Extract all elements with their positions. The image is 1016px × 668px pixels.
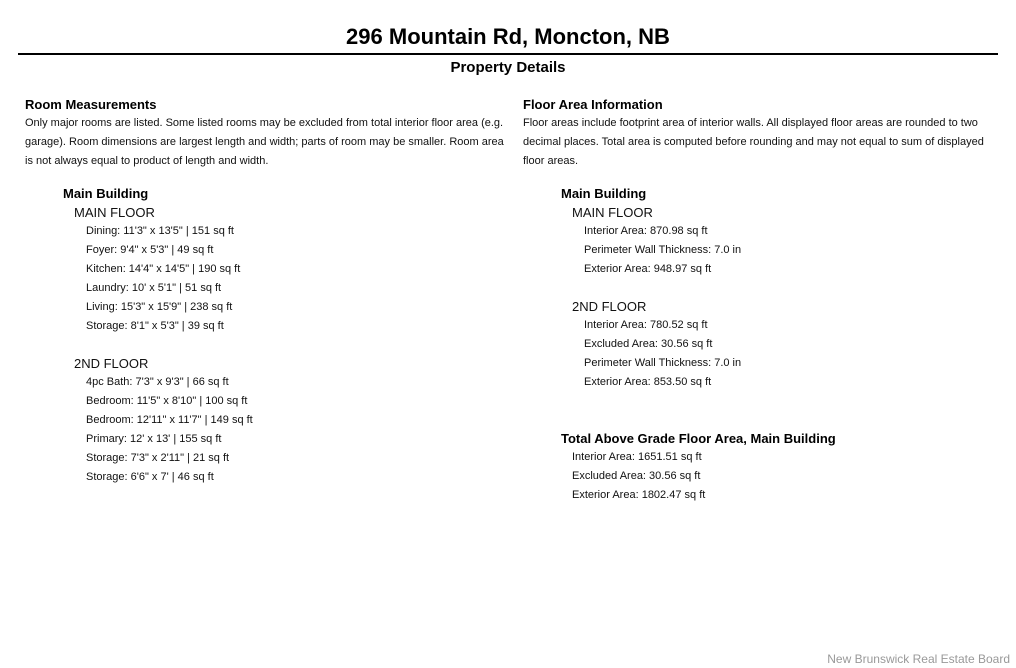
area-item: Perimeter Wall Thickness: 7.0 in	[584, 244, 742, 256]
total-area-item: Excluded Area: 30.56 sq ft	[572, 470, 701, 482]
floor-label: MAIN FLOOR	[74, 205, 155, 220]
area-item: Exterior Area: 948.97 sq ft	[584, 263, 712, 275]
total-area-heading: Total Above Grade Floor Area, Main Building	[561, 431, 836, 446]
spacer	[25, 336, 505, 354]
floor-label: 2ND FLOOR	[572, 299, 647, 314]
floor-label: MAIN FLOOR	[572, 205, 653, 220]
floor-label: 2ND FLOOR	[74, 356, 149, 371]
room-item: Kitchen: 14'4" x 14'5" | 190 sq ft	[86, 263, 241, 275]
room-item: Dining: 11'3" x 13'5" | 151 sq ft	[86, 225, 234, 237]
area-item: Perimeter Wall Thickness: 7.0 in	[584, 357, 742, 369]
room-item: Storage: 7'3" x 2'11" | 21 sq ft	[86, 452, 230, 464]
room-item: Bedroom: 12'11" x 11'7" | 149 sq ft	[86, 414, 253, 426]
area-item: Exterior Area: 853.50 sq ft	[584, 376, 712, 388]
title-divider	[18, 53, 998, 55]
page-title: 296 Mountain Rd, Moncton, NB	[346, 24, 670, 49]
room-measurements-section	[25, 97, 505, 487]
room-item: Storage: 6'6" x 7' | 46 sq ft	[86, 471, 214, 483]
spacer	[523, 392, 1003, 429]
room-item: Bedroom: 11'5" x 8'10" | 100 sq ft	[86, 395, 248, 407]
building-label: Main Building	[561, 186, 647, 201]
room-item: Laundry: 10' x 5'1" | 51 sq ft	[86, 282, 222, 294]
floor-area-heading: Floor Area Information	[523, 97, 663, 112]
building-label: Main Building	[63, 186, 149, 201]
footer-watermark: New Brunswick Real Estate Board	[827, 652, 1010, 666]
room-item: Foyer: 9'4" x 5'3" | 49 sq ft	[86, 244, 214, 256]
area-item: Interior Area: 870.98 sq ft	[584, 225, 708, 237]
room-measurements-note: Only major rooms are listed. Some listed rooms may be excluded from total interior floor area (e.g. garage). Room dimensions are largest length and width; parts of room may be smaller. Room area is not always equal to product of length and width.	[25, 117, 504, 167]
room-measurements-heading: Room Measurements	[25, 97, 157, 112]
room-item: Living: 15'3" x 15'9" | 238 sq ft	[86, 301, 233, 313]
room-item: 4pc Bath: 7'3" x 9'3" | 66 sq ft	[86, 376, 229, 388]
floor-area-note: Floor areas include footprint area of interior walls. All displayed floor areas are rounded to two decimal places. Total area is computed before rounding and may not equal to sum of displayed floor areas.	[523, 117, 984, 167]
area-item: Interior Area: 780.52 sq ft	[584, 319, 708, 331]
total-area-item: Interior Area: 1651.51 sq ft	[572, 451, 702, 463]
room-item: Storage: 8'1" x 5'3" | 39 sq ft	[86, 320, 224, 332]
page-subtitle: Property Details	[450, 59, 566, 76]
floor-area-section	[523, 97, 1003, 505]
area-item: Excluded Area: 30.56 sq ft	[584, 338, 713, 350]
room-item: Primary: 12' x 13' | 155 sq ft	[86, 433, 222, 445]
total-area-item: Exterior Area: 1802.47 sq ft	[572, 489, 706, 501]
spacer	[523, 279, 1003, 297]
